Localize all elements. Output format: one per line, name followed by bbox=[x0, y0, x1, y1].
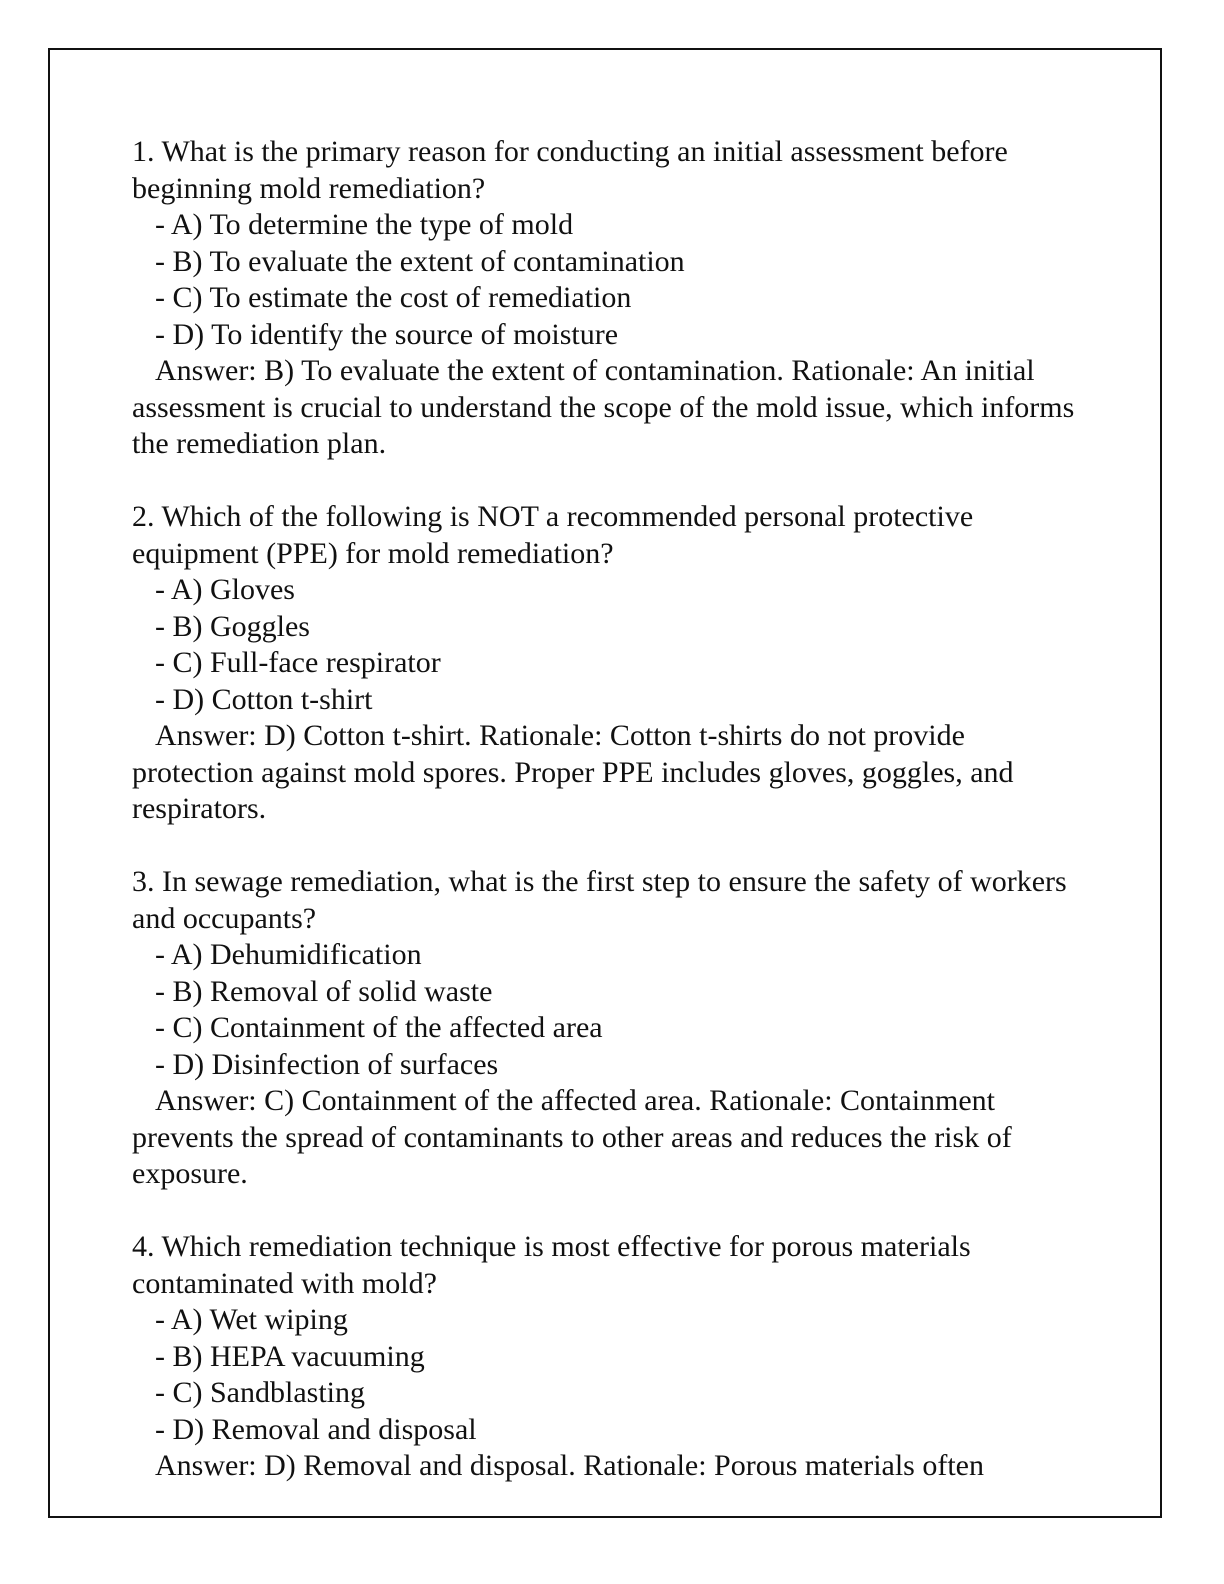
question-3 bbox=[132, 864, 1092, 1193]
option-c: - C) Sandblasting bbox=[155, 1376, 365, 1409]
option-b: - B) HEPA vacuuming bbox=[155, 1339, 425, 1373]
option-d: - D) To identify the source of moisture bbox=[155, 317, 619, 351]
answer-rationale: Answer: C) Containment of the affected area. Rationale: Containment prevents the spread of contaminants to other areas and reduces the risk of exposure. bbox=[132, 1084, 1012, 1190]
question-text: 2. Which of the following is NOT a recommended personal protective equipment (PPE) for mold remediation? bbox=[132, 500, 974, 570]
option-d: - D) Cotton t-shirt bbox=[155, 682, 373, 716]
question-2 bbox=[132, 499, 1092, 828]
option-b: - B) Removal of solid waste bbox=[155, 974, 493, 1008]
option-d: - D) Removal and disposal bbox=[155, 1412, 477, 1446]
answer-rationale: Answer: D) Cotton t-shirt. Rationale: Cotton t-shirts do not provide protection against mold spores. Proper PPE includes gloves, goggles, and respirators. bbox=[132, 719, 1014, 825]
question-text: 4. Which remediation technique is most effective for porous materials contaminated with mold? bbox=[132, 1230, 971, 1300]
question-text: 3. In sewage remediation, what is the first step to ensure the safety of workers and occupants? bbox=[132, 865, 1067, 935]
answer-rationale: Answer: B) To evaluate the extent of contamination. Rationale: An initial assessment is crucial to understand the scope of the mold issue, which informs the remediation plan. bbox=[132, 354, 1075, 460]
option-a: - A) To determine the type of mold bbox=[155, 208, 574, 241]
question-4 bbox=[132, 1229, 1092, 1485]
question-1 bbox=[132, 134, 1092, 463]
answer-rationale: Answer: D) Removal and disposal. Rationale: Porous materials often bbox=[155, 1449, 984, 1482]
option-a: - A) Gloves bbox=[155, 573, 295, 606]
option-a: - A) Wet wiping bbox=[155, 1303, 348, 1336]
option-a: - A) Dehumidification bbox=[155, 938, 422, 971]
document-body bbox=[132, 134, 1092, 1521]
option-d: - D) Disinfection of surfaces bbox=[155, 1047, 499, 1081]
option-b: - B) To evaluate the extent of contamination bbox=[155, 244, 685, 278]
option-c: - C) Full-face respirator bbox=[155, 646, 441, 679]
option-c: - C) Containment of the affected area bbox=[155, 1011, 603, 1044]
question-text: 1. What is the primary reason for conducting an initial assessment before beginning mold remediation? bbox=[132, 135, 1008, 205]
option-b: - B) Goggles bbox=[155, 609, 310, 643]
option-c: - C) To estimate the cost of remediation bbox=[155, 281, 632, 314]
